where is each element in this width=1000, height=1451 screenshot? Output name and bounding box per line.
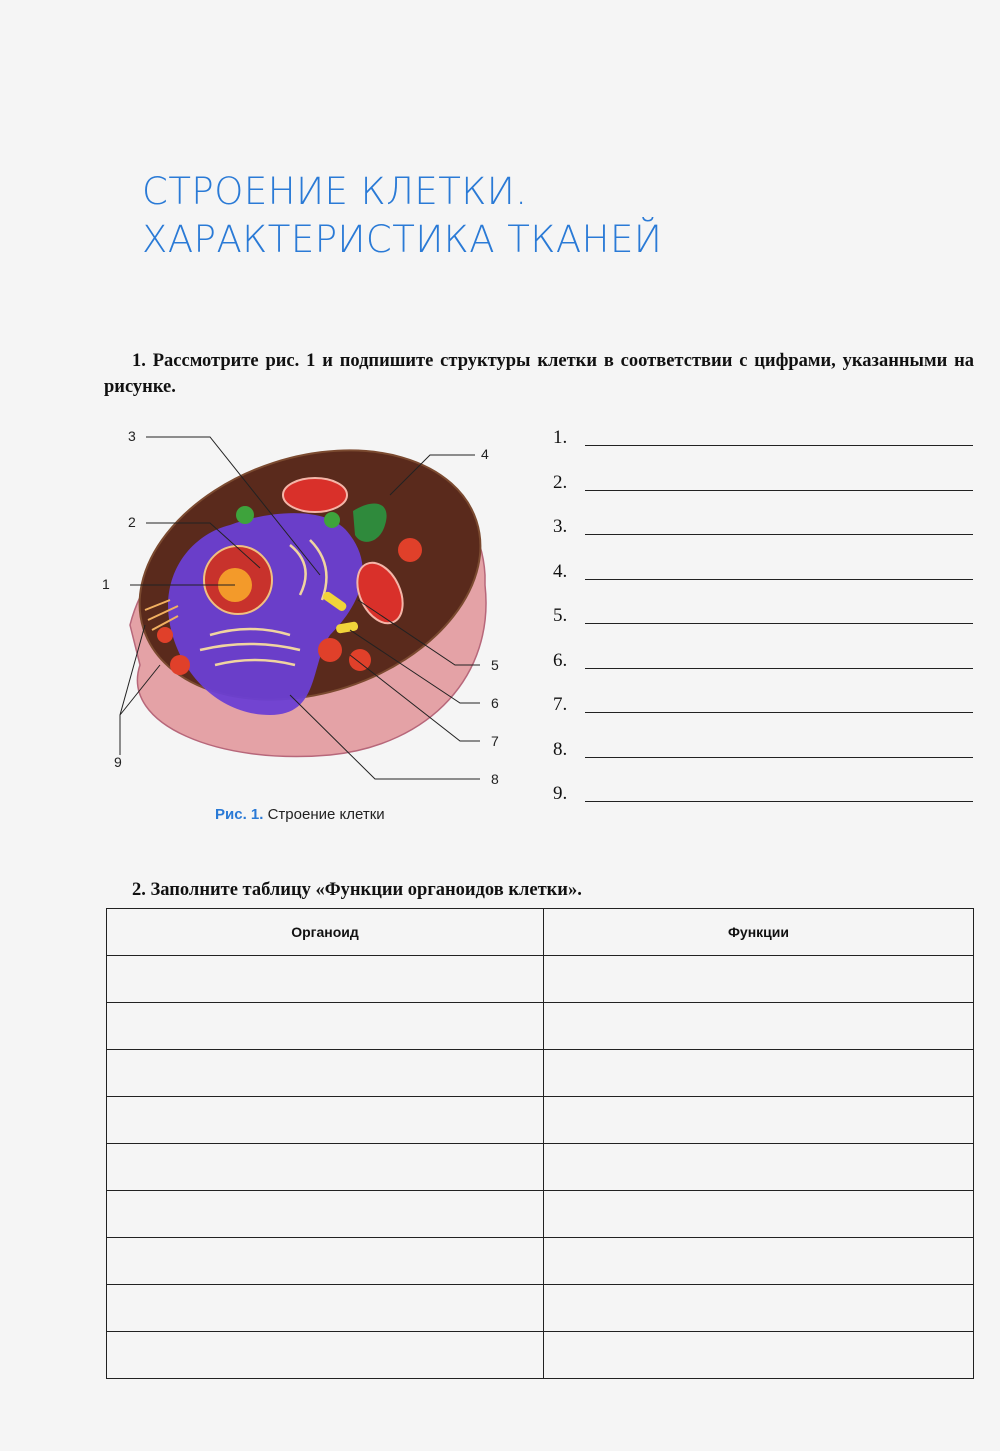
- function-cell[interactable]: [544, 1332, 974, 1379]
- answer-row[interactable]: [553, 515, 973, 560]
- figure-label-2: 2: [128, 514, 136, 530]
- answer-line[interactable]: [585, 490, 973, 491]
- lysosome: [398, 538, 422, 562]
- answer-number: 9.: [553, 783, 568, 804]
- function-cell[interactable]: [544, 956, 974, 1003]
- cell-diagram: [100, 425, 520, 805]
- lysosome: [318, 638, 342, 662]
- table-row: [107, 1191, 974, 1238]
- answer-line[interactable]: [585, 712, 973, 713]
- answer-row[interactable]: [553, 649, 973, 694]
- figure-label-8: 8: [491, 771, 499, 787]
- answer-number: 4.: [553, 560, 568, 582]
- lysosome: [349, 649, 371, 671]
- answer-number: 2.: [553, 471, 568, 493]
- answer-number: 3.: [553, 516, 568, 537]
- table-row: [107, 1144, 974, 1191]
- organoid-functions-table: [106, 908, 974, 1379]
- figure-label-6: 6: [491, 695, 499, 711]
- function-cell[interactable]: [544, 1144, 974, 1191]
- figure-label-4: 4: [481, 446, 489, 462]
- vesicle-green: [236, 506, 254, 524]
- function-cell[interactable]: [544, 1050, 974, 1097]
- title-line-1: СТРОЕНИЕ КЛЕТКИ.: [142, 170, 528, 213]
- organoid-cell[interactable]: [107, 1285, 544, 1332]
- table-row: [107, 956, 974, 1003]
- organoid-cell[interactable]: [107, 1050, 544, 1097]
- organoid-cell[interactable]: [107, 956, 544, 1003]
- lysosome: [157, 627, 173, 643]
- answer-line[interactable]: [585, 757, 973, 758]
- figure-label-9: 9: [114, 754, 122, 770]
- answer-lines: [553, 426, 973, 827]
- organoid-cell[interactable]: [107, 1097, 544, 1144]
- answer-row[interactable]: [553, 560, 973, 605]
- figure-caption: [215, 806, 385, 823]
- function-cell[interactable]: [544, 1097, 974, 1144]
- organoid-cell[interactable]: [107, 1332, 544, 1379]
- vesicle-green: [324, 512, 340, 528]
- answer-number: 8.: [553, 738, 568, 760]
- answer-line[interactable]: [585, 534, 973, 535]
- organoid-cell[interactable]: [107, 1238, 544, 1285]
- function-cell[interactable]: [544, 1285, 974, 1332]
- answer-row[interactable]: [553, 782, 973, 827]
- figure-label-7: 7: [491, 733, 499, 749]
- answer-row[interactable]: [553, 471, 973, 516]
- page-title: [142, 168, 662, 264]
- table-header-row: [107, 909, 974, 956]
- table-row: [107, 1003, 974, 1050]
- table-row: [107, 1285, 974, 1332]
- figure-label-5: 5: [491, 657, 499, 673]
- function-cell[interactable]: [544, 1238, 974, 1285]
- caption-text: Строение клетки: [267, 806, 385, 823]
- answer-line[interactable]: [585, 801, 973, 802]
- answer-line[interactable]: [585, 445, 973, 446]
- figure-label-1: 1: [102, 576, 110, 592]
- organoid-cell[interactable]: [107, 1003, 544, 1050]
- task-1-instruction: 1. Рассмотрите рис. 1 и подпишите структуры клетки в соответствии с цифрами, указанными на рисунке.: [104, 351, 974, 397]
- answer-row[interactable]: [553, 693, 973, 738]
- table-row: [107, 1050, 974, 1097]
- answer-number: 7.: [553, 694, 568, 715]
- column-header-functions: Функции: [544, 909, 974, 956]
- answer-row[interactable]: [553, 604, 973, 649]
- answer-line[interactable]: [585, 668, 973, 669]
- function-cell[interactable]: [544, 1003, 974, 1050]
- mitochondrion-top: [283, 478, 347, 512]
- answer-row[interactable]: [553, 738, 973, 783]
- table-row: [107, 1238, 974, 1285]
- organoid-cell[interactable]: [107, 1191, 544, 1238]
- answer-row[interactable]: [553, 426, 973, 471]
- answer-line[interactable]: [585, 579, 973, 580]
- title-line-2: ХАРАКТЕРИСТИКА ТКАНЕЙ: [142, 218, 663, 261]
- table-row: [107, 1332, 974, 1379]
- task-2-instruction: 2. Заполните таблицу «Функции органоидов клетки».: [132, 880, 582, 900]
- figure-label-3: 3: [128, 428, 136, 444]
- answer-line[interactable]: [585, 623, 973, 624]
- answer-number: 6.: [553, 649, 568, 671]
- caption-number: Рис. 1.: [215, 806, 264, 823]
- function-cell[interactable]: [544, 1191, 974, 1238]
- column-header-organoid: Органоид: [107, 909, 544, 956]
- cell-figure: [100, 425, 520, 805]
- answer-number: 5.: [553, 605, 568, 626]
- lysosome: [170, 655, 190, 675]
- organoid-cell[interactable]: [107, 1144, 544, 1191]
- table-row: [107, 1097, 974, 1144]
- answer-number: 1.: [553, 427, 568, 448]
